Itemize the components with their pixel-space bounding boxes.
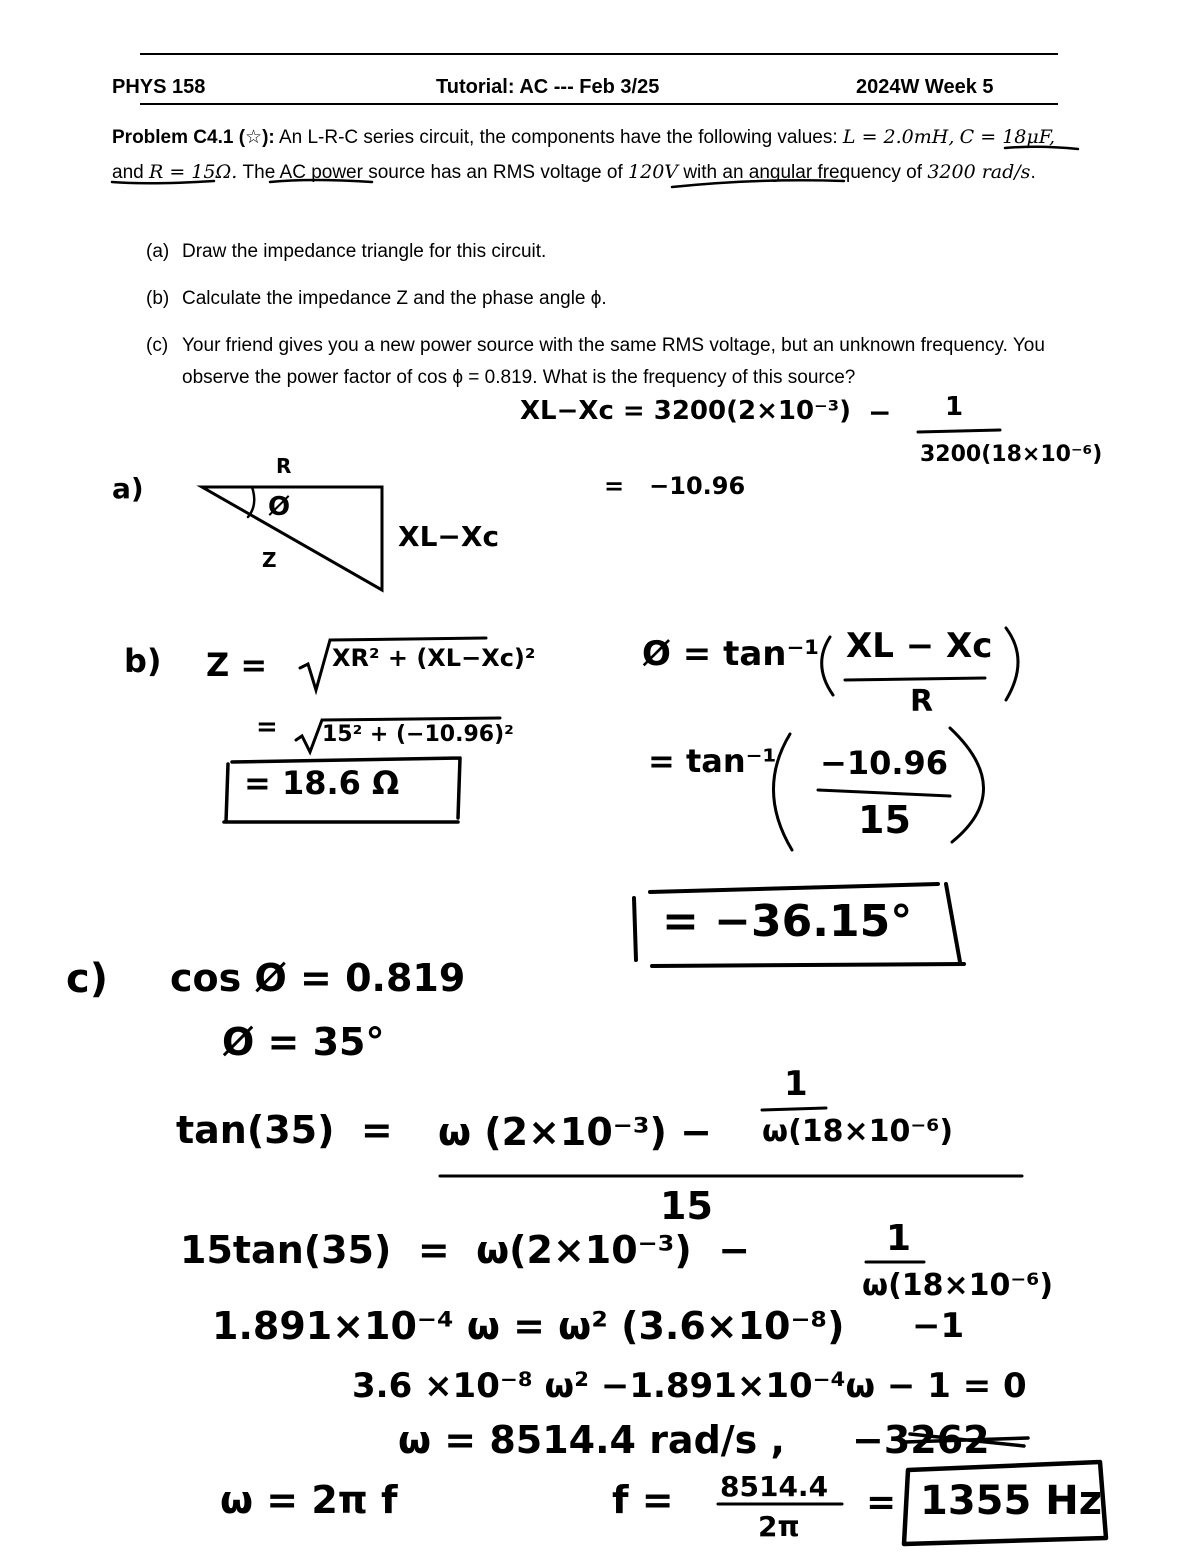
c-tan-num-b2: ω(18×10⁻⁶) <box>762 1114 954 1149</box>
b-line1-radicand: XR² + (XL−Xc)² <box>332 644 536 672</box>
phi-line2-den: 15 <box>858 798 911 842</box>
c-struck-root: −3262 <box>852 1418 990 1462</box>
part-b-label: (b) <box>146 288 170 309</box>
term-week: 2024W Week 5 <box>856 76 994 98</box>
b-impedance-result: = 18.6 Ω <box>244 764 400 802</box>
xl-xc-fraction-bar <box>918 430 1000 432</box>
xl-xc-line1: XL−Xc = 3200(2×10⁻³) <box>520 396 852 426</box>
c-f-equals: = <box>866 1482 897 1523</box>
phi-line1-den: R <box>910 684 934 719</box>
triangle-r-label: R <box>276 454 292 478</box>
phi-paren-left <box>822 637 833 695</box>
and-word: and <box>112 162 144 183</box>
xl-xc-denominator: 3200(18×10⁻⁶) <box>920 442 1103 467</box>
c-tan-num-a: ω (2×10⁻³) − <box>438 1110 712 1154</box>
problem-label: Problem C4.1 (☆): <box>112 127 275 148</box>
impedance-triangle <box>202 487 382 590</box>
c-line4-num: 1 <box>886 1218 912 1259</box>
b-line2-radicand: 15² + (−10.96)² <box>322 722 514 747</box>
statement-part-3: with an angular frequency of <box>683 162 923 183</box>
phi-line1-lhs: Ø = tan⁻¹ <box>642 634 820 674</box>
statement-period: . <box>1030 162 1036 183</box>
triangle-angle-arc <box>248 487 254 517</box>
c-frequency-result: 1355 Hz <box>920 1478 1103 1524</box>
c-line1: cos Ø = 0.819 <box>170 956 466 1000</box>
tutorial-title: Tutorial: AC --- Feb 3/25 <box>436 76 660 98</box>
c-line2: Ø = 35° <box>222 1020 385 1064</box>
c-line5: 1.891×10⁻⁴ ω = ω² (3.6×10⁻⁸) <box>212 1304 845 1348</box>
b-line2: = <box>256 712 278 742</box>
part-a-text: Draw the impedance triangle for this circuit. <box>182 241 547 262</box>
b-line1: Z = <box>206 646 268 684</box>
phi-line2-num: −10.96 <box>820 744 949 782</box>
triangle-z-label: Z <box>262 548 277 572</box>
part-a-label: (a) <box>146 241 170 262</box>
statement-part-2: The AC power source has an RMS voltage of <box>242 162 623 183</box>
c-line4: 15tan(35) = ω(2×10⁻³) − <box>180 1228 751 1272</box>
phi-fraction-bar <box>845 678 985 680</box>
c-small-fraction-bar <box>762 1108 826 1110</box>
c-f-denominator: 2π <box>758 1510 800 1543</box>
c-f-numerator: 8514.4 <box>720 1470 829 1503</box>
part-b-text: Calculate the impedance Z and the phase angle ϕ. <box>182 288 607 309</box>
course-code: PHYS 158 <box>112 76 206 98</box>
capacitance-value: C = 18μF, <box>959 126 1055 148</box>
part-c-label: (c) <box>146 335 169 356</box>
xl-xc-result: = −10.96 <box>604 472 746 500</box>
phi-result: = −36.15° <box>662 896 913 947</box>
phi-line1-num: XL − Xc <box>846 626 993 666</box>
c-omega-2pi-f: ω = 2π f <box>220 1478 398 1522</box>
c-line4-den: ω(18×10⁻⁶) <box>862 1268 1054 1303</box>
angular-frequency-value: 3200 rad/s <box>927 161 1031 183</box>
xl-xc-minus: − <box>868 396 892 429</box>
xl-xc-numerator: 1 <box>945 392 964 422</box>
top-rule <box>140 53 1058 55</box>
c-line5-tail: −1 <box>912 1306 965 1346</box>
part-c-text: Your friend gives you a new power source with the same RMS voltage, but an unknown frequency. You observe the power factor of cos ϕ = 0.819. What is the frequency of this source? <box>182 335 1045 388</box>
problem-statement <box>112 120 1072 190</box>
statement-part-1: An L-R-C series circuit, the components have the following values: <box>278 127 838 148</box>
c-f-lhs: f = <box>612 1478 674 1522</box>
c-tan-lhs: tan(35) = <box>176 1108 393 1152</box>
resistance-value: R = 15Ω. <box>148 161 238 183</box>
part-b-work-label: b) <box>124 642 162 680</box>
part-a-work-label: a) <box>112 472 144 505</box>
header-rule <box>140 103 1058 105</box>
part-c-work-label: c) <box>66 956 108 1002</box>
c-tan-den: 15 <box>660 1184 713 1228</box>
c-tan-num-b1: 1 <box>784 1064 808 1104</box>
phi2-fraction-bar <box>818 790 950 796</box>
triangle-phi-label: Ø <box>268 492 291 522</box>
inductance-value: L = 2.0mH, <box>842 126 955 148</box>
triangle-x-label: XL−Xc <box>398 520 500 553</box>
phi-paren-right <box>1006 628 1018 700</box>
phi2-paren-right <box>950 728 984 842</box>
voltage-value: 120V <box>628 161 679 183</box>
c-omega-result: ω = 8514.4 rad/s , <box>398 1418 785 1462</box>
phi-line2-lhs: = tan⁻¹ <box>648 742 777 780</box>
c-quadratic: 3.6 ×10⁻⁸ ω² −1.891×10⁻⁴ω − 1 = 0 <box>352 1366 1027 1406</box>
